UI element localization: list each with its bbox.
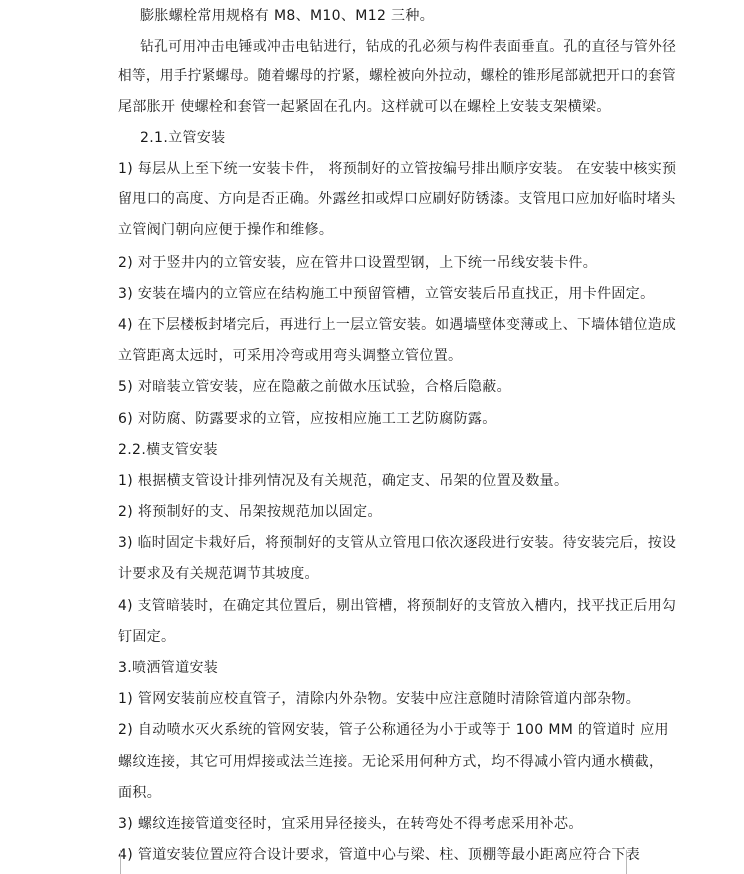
text-line: 相等，用手拧紧螺母。随着螺母的拧紧，螺栓被向外拉动，螺栓的锥形尾部就把开口的套管 xyxy=(118,68,676,84)
text-line: 留甩口的高度、方向是否正确。外露丝扣或焊口应刷好防锈漆。支管甩口应加好临时堵头 xyxy=(118,191,676,207)
text-line: 4) 支管暗装时，在确定其位置后，剔出管槽，将预制好的支管放入槽内，找平找正后用勾 xyxy=(118,598,677,614)
text-line: 立管阀门朝向应便于操作和维修。 xyxy=(118,222,334,238)
page-corner-mark xyxy=(626,850,651,874)
text-line: 2) 对于竖井内的立管安装，应在管井口设置型钢，上下统一吊线安装卡件。 xyxy=(118,255,598,271)
text-line: 6) 对防腐、防露要求的立管，应按相应施工工艺防腐防露。 xyxy=(118,411,497,427)
text-line: 4) 管道安装位置应符合设计要求，管道中心与梁、柱、顶棚等最小距离应符合下表 xyxy=(118,847,641,863)
text-line: 计要求及有关规范调节其坡度。 xyxy=(118,566,319,582)
text-line: 面积。 xyxy=(118,785,162,801)
text-line: 膨胀螺栓常用规格有 M8、M10、M12 三种。 xyxy=(140,8,435,24)
section-heading: 3.喷洒管道安装 xyxy=(118,660,219,676)
text-line: 尾部胀开 使螺栓和套管一起紧固在孔内。这样就可以在螺栓上安装支架横梁。 xyxy=(118,99,611,115)
text-line: 3) 安装在墙内的立管应在结构施工中预留管槽，立管安装后吊直找正，用卡件固定。 xyxy=(118,286,655,302)
section-heading: 2.2.横支管安装 xyxy=(118,442,218,458)
text-line: 4) 在下层楼板封堵完后，再进行上一层立管安装。如遇墙壁体变薄或上、下墙体错位造成 xyxy=(118,317,677,333)
text-line: 立管距离太远时，可采用冷弯或用弯头调整立管位置。 xyxy=(118,348,463,364)
page-corner-mark xyxy=(96,850,121,874)
text-line: 钻孔可用冲击电锤或冲击电钻进行，钻成的孔必须与构件表面垂直。孔的直径与管外径 xyxy=(140,39,677,55)
text-line: 1) 每层从上至下统一安装卡件， 将预制好的立管按编号排出顺序安装。 在安装中核实预 xyxy=(118,161,677,177)
text-line: 3) 临时固定卡栽好后，将预制好的支管从立管甩口依次逐段进行安装。待安装完后，按设 xyxy=(118,535,677,551)
text-line: 螺纹连接，其它可用焊接或法兰连接。无论采用何种方式，均不得减小管内通水横截， xyxy=(118,754,664,770)
text-line: 2) 自动喷水灭火系统的管网安装，管子公称通径为小于或等于 100 MM 的管道时 应用 xyxy=(118,722,669,738)
text-line: 1) 管网安装前应校直管子，清除内外杂物。安装中应注意随时清除管道内部杂物。 xyxy=(118,691,641,707)
text-line: 2) 将预制好的支、吊架按规范加以固定。 xyxy=(118,504,382,520)
text-line: 3) 螺纹连接管道变径时，宜采用异径接头，在转弯处不得考虑采用补芯。 xyxy=(118,816,583,832)
text-line: 1) 根据横支管设计排列情况及有关规范，确定支、吊架的位置及数量。 xyxy=(118,473,569,489)
text-line: 5) 对暗装立管安装，应在隐蔽之前做水压试验，合格后隐蔽。 xyxy=(118,379,511,395)
section-heading: 2.1.立管安装 xyxy=(140,130,226,146)
text-line: 钉固定。 xyxy=(118,629,176,645)
